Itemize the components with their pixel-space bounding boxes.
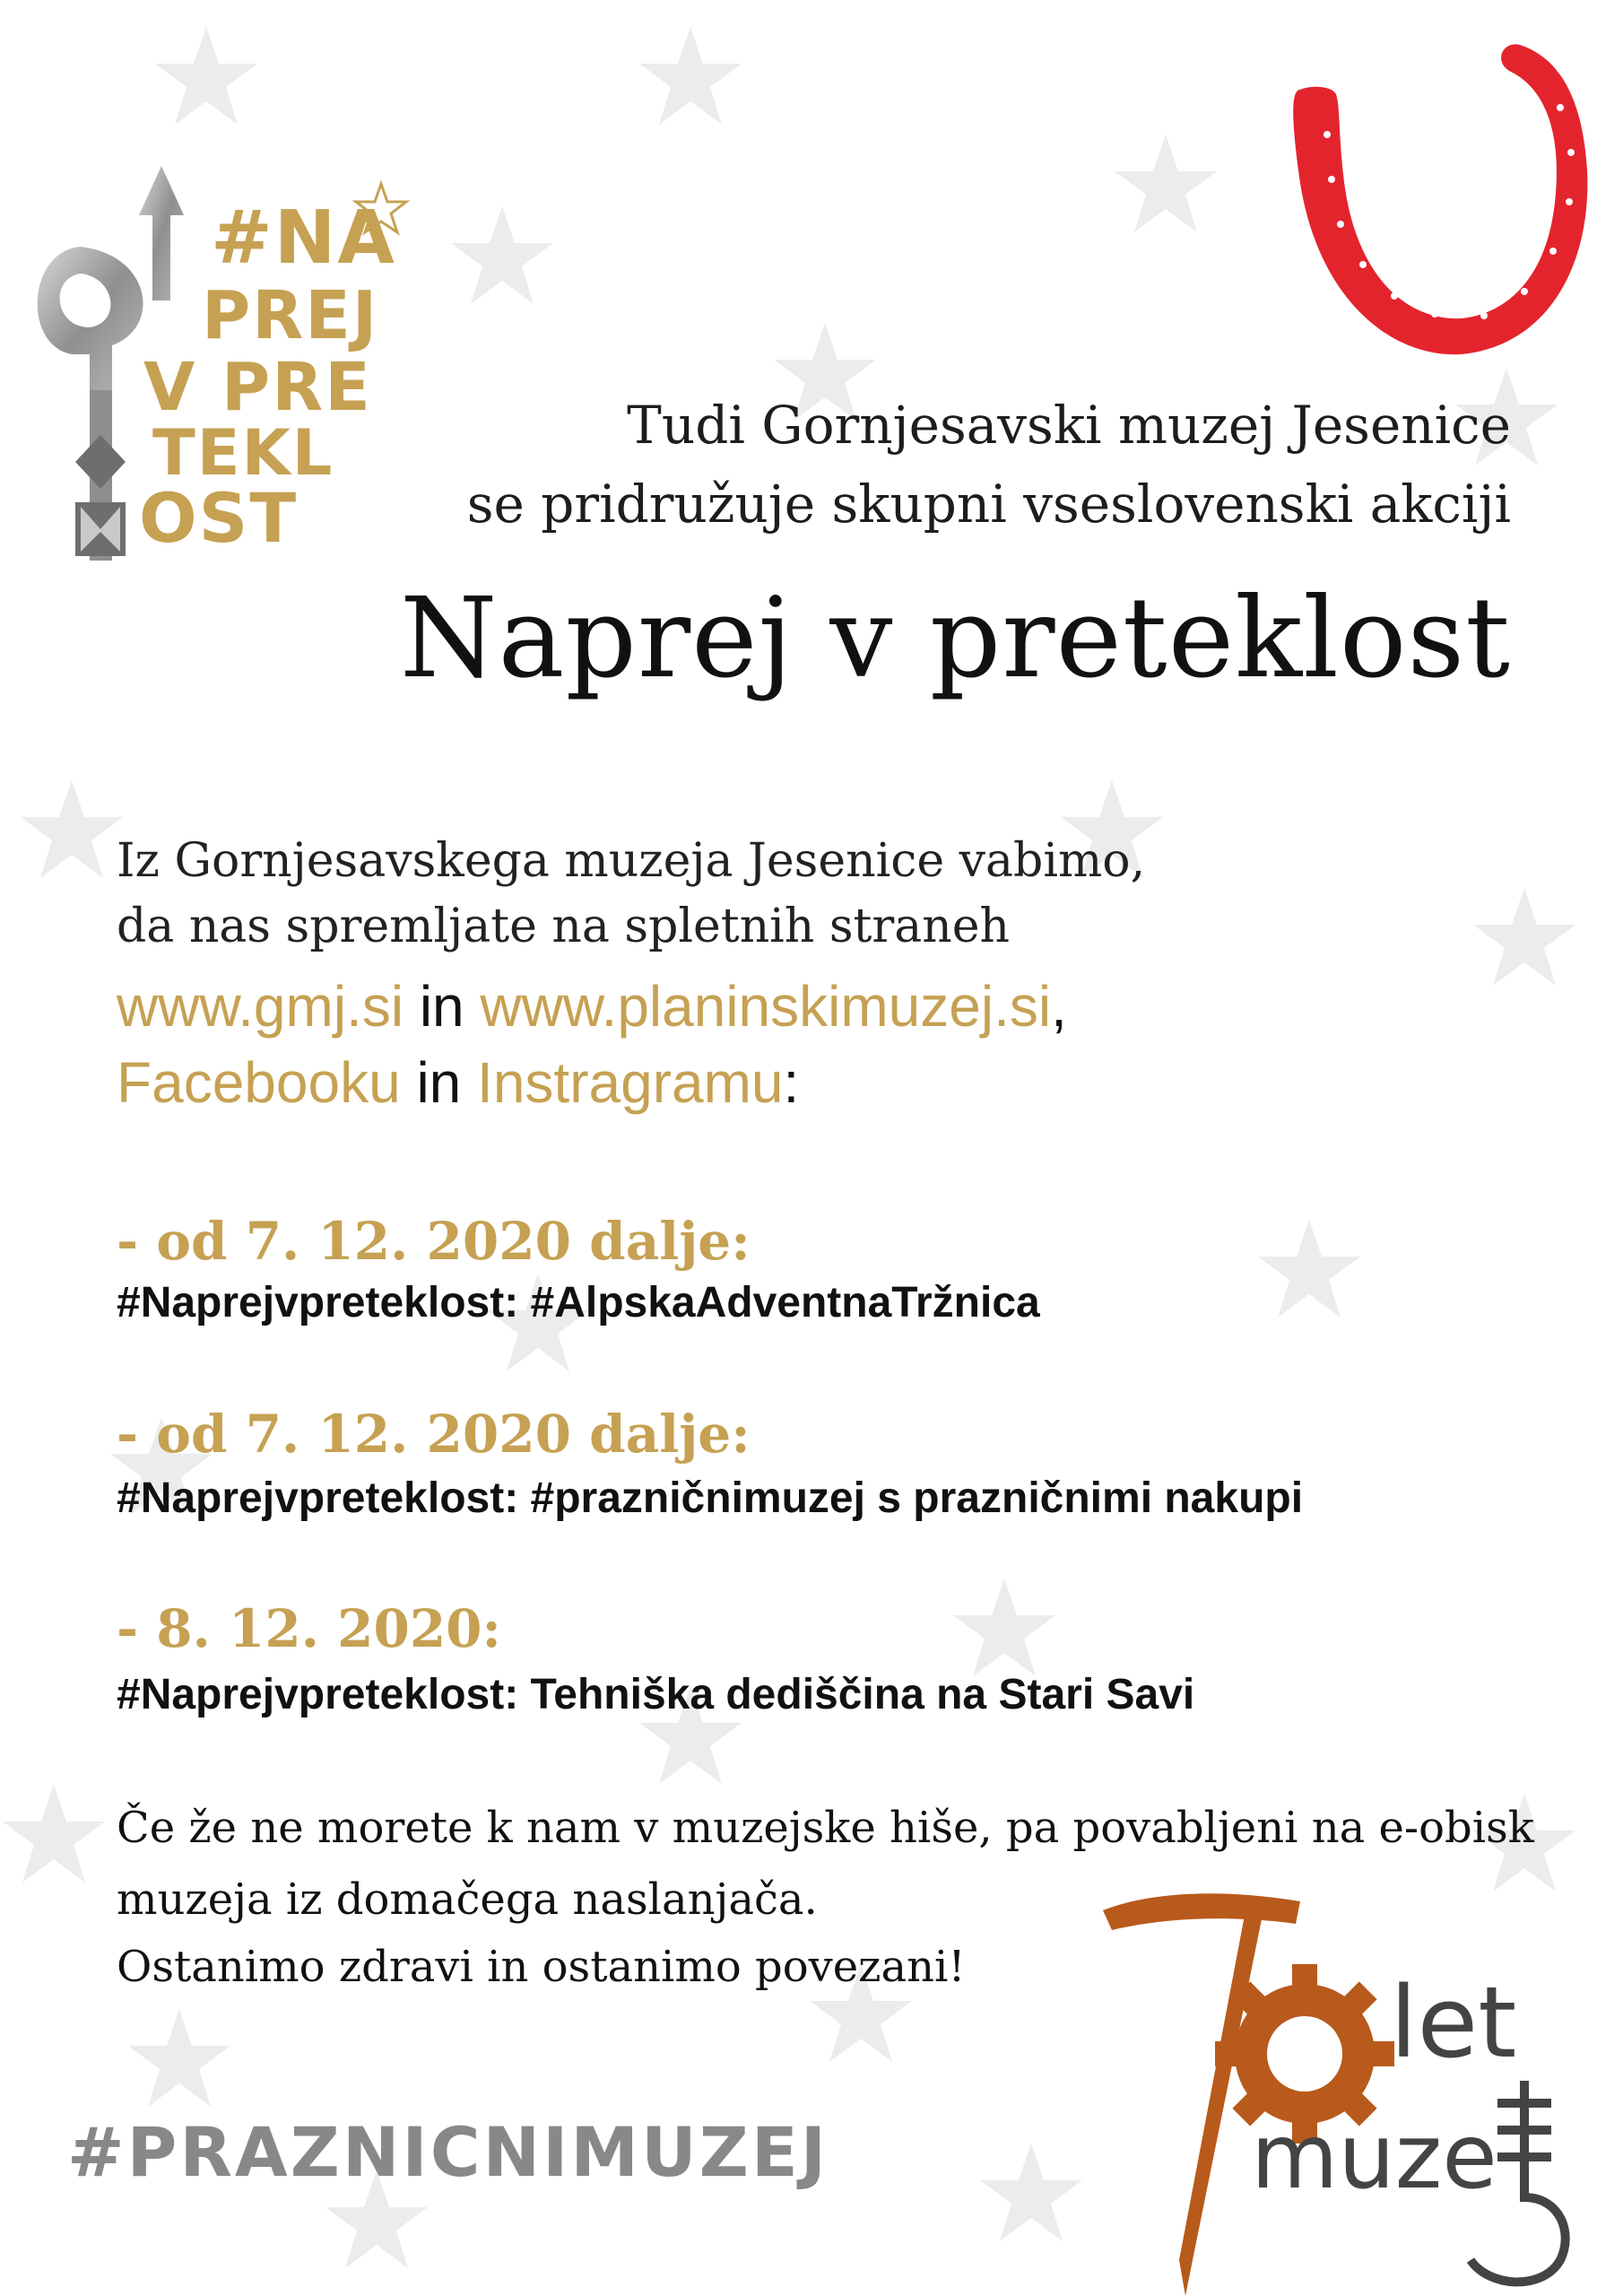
logo-word-ost: OST bbox=[139, 478, 299, 558]
link-instagram[interactable]: Instragramu bbox=[477, 1050, 784, 1115]
link-planinskimuzej[interactable]: www.planinskimuzej.si bbox=[480, 974, 1052, 1039]
closing-line-3: Ostanimo zdravi in ostanimo povezani! bbox=[117, 1942, 966, 1992]
intro-line-1: Tudi Gornjesavski muzej Jesenice bbox=[627, 395, 1511, 456]
ice-axe-gear-icon bbox=[1094, 1874, 1596, 2296]
link-gmj[interactable]: www.gmj.si bbox=[117, 974, 404, 1039]
links-line-1 bbox=[117, 973, 1067, 1039]
let-label: let bbox=[1390, 1965, 1517, 2080]
event-1-date: - od 7. 12. 2020 dalje: bbox=[117, 1211, 751, 1272]
logo-word-prej: PREJ bbox=[202, 277, 379, 354]
anniversary-logo bbox=[1094, 1874, 1596, 2296]
horseshoe-icon bbox=[1291, 36, 1596, 368]
event-2-date: - od 7. 12. 2020 dalje: bbox=[117, 1404, 751, 1465]
muzej-label: muze bbox=[1251, 2104, 1497, 2209]
comma: , bbox=[1051, 974, 1067, 1039]
intro-line-2: se pridružuje skupni vseslovenski akciji bbox=[466, 474, 1511, 535]
conjunction-2: in bbox=[400, 1050, 478, 1115]
logo-word-vpre: V PRE bbox=[143, 349, 372, 426]
event-2-title: #Naprejvpreteklost: #prazničnimuzej s prazničnimi nakupi bbox=[117, 1474, 1304, 1522]
link-facebook[interactable]: Facebooku bbox=[117, 1050, 401, 1115]
conjunction-1: in bbox=[404, 974, 481, 1039]
hashtag-praznicnimuzej: #PRAZNICNIMUZEJ bbox=[67, 2112, 829, 2192]
logo-word-na: #NA bbox=[211, 196, 396, 281]
naprej-v-preteklost-logo bbox=[18, 166, 412, 561]
links-line-2 bbox=[117, 1049, 799, 1116]
event-3-title: #Naprejvpreteklost: Tehniška dediščina na Stari Savi bbox=[117, 1671, 1195, 1718]
invite-line-1: Iz Gornjesavskega muzeja Jesenice vabimo, bbox=[117, 834, 1146, 888]
colon: : bbox=[783, 1050, 800, 1115]
closing-line-1: Če že ne morete k nam v muzejske hiše, pa povabljeni na e-obisk bbox=[117, 1803, 1534, 1853]
event-1-title: #Naprejvpreteklost: #AlpskaAdventnaTržnica bbox=[117, 1279, 1040, 1326]
invite-line-2: da nas spremljate na spletnih straneh bbox=[117, 900, 1011, 953]
closing-line-2: muzeja iz domačega naslanjača. bbox=[117, 1874, 818, 1925]
logo-word-tekl: TEKL bbox=[152, 416, 334, 490]
event-3-date: - 8. 12. 2020: bbox=[117, 1598, 501, 1659]
page-title: Naprej v preteklost bbox=[400, 574, 1511, 703]
